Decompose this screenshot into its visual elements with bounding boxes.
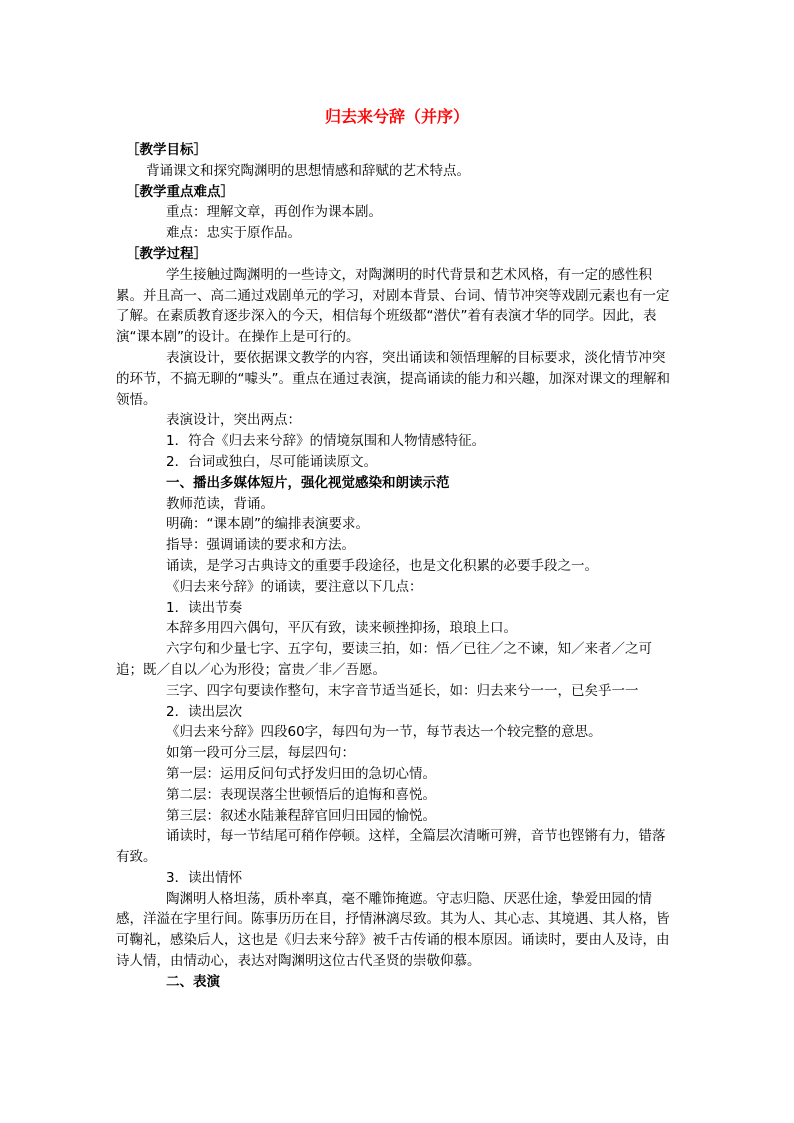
paragraph: 重点：理解文章，再创作为课本剧。 <box>166 204 382 221</box>
document-body <box>116 140 676 993</box>
paragraph: 指导：强调诵读的要求和方法。 <box>166 537 355 554</box>
paragraph: 如第一段可分三层，每层四句： <box>166 745 355 762</box>
paragraph: 六字句和少量七字、五字句，要读三拍，如：悟／已往／之不谏，知／来者／之可追；既／自以／心为形役；富贵／非／吾愿。 <box>116 641 652 678</box>
paragraph: 《归去来兮辞》四段60字，每四句为一节，每节表达一个较完整的意思。 <box>166 724 602 741</box>
paragraph: 本辞多用四六偶句，平仄有致，读来顿挫抑扬，琅琅上口。 <box>166 620 517 637</box>
section-heading-process: ［教学过程］ <box>126 245 207 262</box>
document-title: 归去来兮辞（并序） <box>324 107 469 126</box>
paragraph: 表演设计，突出两点： <box>166 412 301 429</box>
list-item: 1．读出节奏 <box>166 599 243 616</box>
list-item: 2．台词或独白，尽可能诵读原文。 <box>166 453 378 470</box>
section-heading-goals: ［教学目标］ <box>126 142 207 158</box>
section-heading-two: 二、表演 <box>166 973 220 990</box>
list-item: 3．读出情怀 <box>166 869 243 886</box>
section-heading-one: 一、播出多媒体短片，强化视觉感染和朗读示范 <box>166 474 450 491</box>
paragraph: 陶渊明人格坦荡，质朴率真，毫不雕饰掩遮。守志归隐、厌恶仕途，挚爱田园的情感，洋溢在字里行间。陈事历历在目，抒情淋漓尽致。其为人、其心志、其境遇、其人格，皆可鞠礼，感染后人，这也是《归去来兮辞》被千古传诵的根本原因。诵读时，要由人及诗，由诗人情，由情动心，表达对陶渊明这位古代圣贤的崇敬仰慕。 <box>116 890 670 970</box>
paragraph: 三字、四字句要读作整句，末字音节适当延长，如：归去来兮一一，已矣乎一一 <box>166 682 639 699</box>
paragraph: 教师范读，背诵。 <box>166 495 274 512</box>
paragraph: 难点：忠实于原作品。 <box>166 225 301 242</box>
paragraph: 诵读，是学习古典诗文的重要手段途径，也是文化积累的必要手段之一。 <box>166 557 598 574</box>
section-heading-key-points: ［教学重点难点］ <box>126 183 234 200</box>
list-item: 1．符合《归去来兮辞》的情境氛围和人物情感特征。 <box>166 433 486 450</box>
paragraph: 第二层：表现误落尘世顿悟后的追悔和喜悦。 <box>166 786 436 803</box>
paragraph: 背诵课文和探究陶渊明的思想情感和辞赋的艺术特点。 <box>146 162 470 179</box>
paragraph: 《归去来兮辞》的诵读，要注意以下几点： <box>166 578 423 595</box>
list-item: 2．读出层次 <box>166 703 243 720</box>
paragraph: 第一层：运用反问句式抒发归田的急切心情。 <box>166 765 436 782</box>
paragraph: 第三层：叙述水陆兼程辞官回归田园的愉悦。 <box>166 807 436 824</box>
paragraph: 表演设计，要依据课文教学的内容，突出诵读和领悟理解的目标要求，淡化情节冲突的环节，不搞无聊的“噱头”。重点在通过表演，提高诵读的能力和兴趣，加深对课文的理解和领悟。 <box>116 349 670 408</box>
paragraph: 明确：“课本剧”的编排表演要求。 <box>166 516 369 533</box>
paragraph: 学生接触过陶渊明的一些诗文，对陶渊明的时代背景和艺术风格，有一定的感性积累。并且高一、高二通过戏剧单元的学习，对剧本背景、台词、情节冲突等戏剧元素也有一定了解。在素质教育逐步深入的今天，相信每个班级都“潜伏”着有表演才华的同学。因此，表演“课本剧”的设计。在操作上是可行的。 <box>116 266 670 346</box>
paragraph: 诵读时，每一节结尾可稍作停顿。这样，全篇层次清晰可辨，音节也铿锵有力，错落有致。 <box>116 828 666 866</box>
